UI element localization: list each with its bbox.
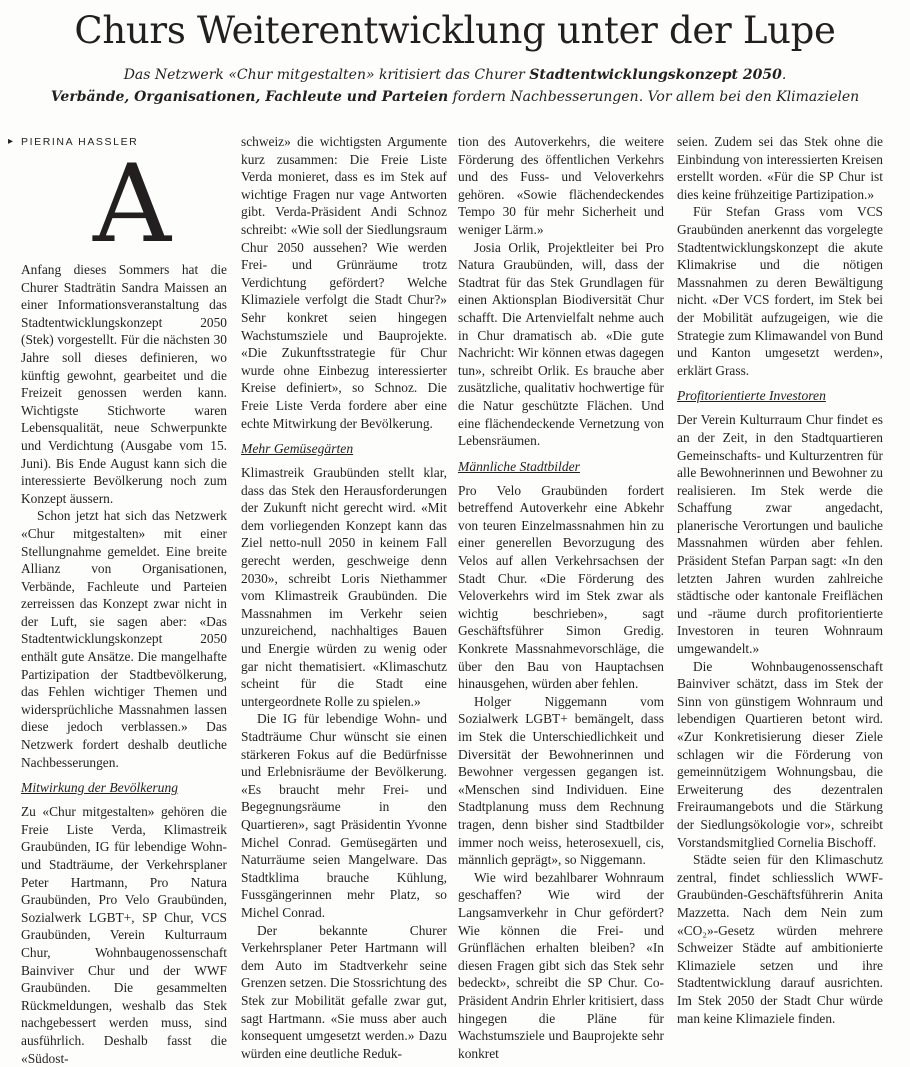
paragraph: schweiz» die wichtigsten Argumente kurz zusammen: Die Freie Liste Verda monieret, dass es im Stek auf wichtige Fragen nur vage Antworten gibt. Verda-Präsident Andi Schnoz schreibt: «Wie soll der Siedlungsraum Chur 2050 aussehen? Wie werden Frei- und Grünräume trotz Verdichtung gefördert? Welche Klimaziele verfolgt die Stadt Chur?» Sehr konkret seien hingegen Wachstumsziele und Bauprojekte. «Die Zukunftsstrategie für Chur wurde ohne Einbezug interessierter Kreise definiert», so Schnoz. Die Freie Liste Verda fordere aber eine echte Mitwirkung der Bevölkerung. (241, 134, 447, 431)
paragraph: Anfang dieses Sommers hat die Churer Stadträtin Sandra Maissen an einer Informationsveranstaltung das Stadtentwicklungskonzept 2050 (Stek) vorgestellt. Für die nächsten 30 Jahre soll dieses definieren, wo künftig gewohnt, gearbeitet und die Freizeit genossen werden kann. Wichtigste Stichworte waren Lebensqualität, neue Schwerpunkte und Verdichtung (Ausgabe vom 15. Juni). Bis Ende August kann sich die interessierte Bevölkerung noch zum Konzept äussern. (21, 262, 227, 506)
paragraph: Der bekannte Churer Verkehrsplaner Peter Hartmann will dem Auto im Stadtverkehr seine Grenzen setzen. Die Stossrichtung des Stek zur Mobilität gefalle zwar gut, sagt Hartmann. «Sie muss aber auch konsequent umgesetzt werden.» Dazu würden eine deutliche Reduk- (241, 922, 447, 1061)
drop-cap: A (93, 142, 171, 267)
article-headline: Churs Weiterentwicklung unter der Lupe (74, 9, 836, 52)
paragraph: Wie wird bezahlbarer Wohnraum geschaffen? Wie wird der Langsamverkehr in Chur gefördert? Wie können die Frei- und Grünflächen erhalten bleiben? «In diesen Fragen gibt sich das Stek sehr bedeckt», schreibt die SP Chur. Co-Präsident Andrin Ehrler kritisiert, dass hingegen die Pläne für Wachstumsziele und Bauprojekte sehr konkret (458, 869, 664, 1061)
lead-text: . (781, 67, 787, 83)
paragraph: Josia Orlik, Projektleiter bei Pro Natura Graubünden, will, dass der Stadtrat für das Stek Grundlagen für einen Aktionsplan Biodiversität Chur schafft. Die Artenvielfalt nehme auch in Chur dramatisch ab. «Die gute Nachricht: Wir können etwas dagegen tun», schreibt Orlik. Es brauche aber zusätzliche, qualitativ hochwertige für die Natur geschützte Flächen. Und eine flächendeckende Vernetzung von Lebensräumen. (458, 239, 664, 449)
paragraph: Der Verein Kulturraum Chur findet es an der Zeit, in den Stadtquartieren Gemeinschafts- und Kulturzentren für alle Bewohnerinnen und Bewohner zu realisieren. Im Stek werde die Schaffung zwar angedacht, planerische Verortungen und bauliche Massnahmen würden aber fehlen. Präsident Stefan Parpan sagt: «In den letzten Jahren wurden zahlreiche städtische oder kantonale Freiflächen und -räume durch profitorientierte Investoren in teuren Wohnraum umgewandelt.» (677, 412, 883, 657)
paragraph: tion des Autoverkehrs, die weitere Förderung des öffentlichen Verkehrs und des Fuss- und Veloverkehrs gehören. «Sowie flächendeckendes Tempo 30 für mehr Sicherheit und weniger Lärm.» (458, 134, 664, 237)
lead-text: fordern Nachbesserungen. Vor allem bei den Klimazielen (448, 89, 860, 105)
text-column-3 (458, 133, 664, 1062)
text-column-2 (241, 133, 447, 1062)
lead-emphasis: Stadtentwicklungskonzept 2050 (529, 67, 782, 83)
paragraph: Zu «Chur mitgestalten» gehören die Freie Liste Verda, Klimastreik Graubünden, IG für lebendige Wohn- und Stadträume, der Verkehrsplaner Peter Hartmann, Pro Natura Graubünden, Pro Velo Graubünden, Sozialwerk LGBT+, SP Chur, VCS Graubünden, Verein Kulturraum Chur, Wohnbaugenossenschaft Bainviver Chur und der WWF Graubünden. Die gesammelten Rückmeldungen, weshalb das Stek nachgebessert werden muss, sind ausführlich. Deshalb fasst die «Südost- (21, 804, 227, 1066)
paragraph: Städte seien für den Klimaschutz zentral, findet schliesslich WWF-Graubünden-Geschäftsführerin Anita Mazzetta. Nach dem Nein zum «CO₂»-Gesetz würden mehrere Schweizer Städte auf ambitionierte Klimaziele setzen und ihre Stadtentwicklung darauf ausrichten. Im Stek 2050 der Stadt Chur würde man keine Klimaziele finden. (677, 852, 883, 1026)
article-lead-line-1 (0, 64, 910, 86)
paragraph: Schon jetzt hat sich das Netzwerk «Chur mitgestalten» mit einer Stellungnahme gemeldet. Eine breite Allianz von Organisationen, Verbände, Fachleute und Parteien zerreissen das Konzept zwar nicht in der Luft, sie sagen aber: «Das Stadtentwicklungskonzept 2050 enthält gute Ansätze. Die mangelhafte Partizipation der Stadtbevölkerung, das Fehlen wichtiger Themen und widersprüchliche Massnahmen lassen diese jedoch verblassen.» Das Netzwerk fordert deshalb deutliche Nachbesserungen. (21, 508, 227, 770)
article-lead-line-2 (0, 86, 910, 108)
paragraph: Pro Velo Graubünden fordert betreffend Autoverkehr eine Abkehr von teuren Einzelmassnahmen hin zu einer generellen Bevorzugung des Velos auf allen Verkehrsachsen der Stadt Chur. «Die Förderung des Veloverkehrs wird im Stek zwar als wichtig beschrieben», sagt Geschäftsführer Simon Gredig. Konkrete Massnahmevorschläge, die über den Bau von Hauptachsen hinausgehen, würden aber fehlen. (458, 482, 664, 692)
subheading: Mehr Gemüsegärten (241, 441, 354, 457)
lead-text: Das Netzwerk «Chur mitgestalten» kritisiert das Churer (123, 67, 530, 83)
paragraph: Die Wohnbaugenossenschaft Bainviver schätzt, dass im Stek der Sinn von günstigem Wohnraum und lebendigen Quartieren betont wird. «Zur Konkretisierung dieser Ziele schlagen wir die Förderung von gemeinnützigem Wohnungsbau, die Erweiterung des dezentralen Freiraumangebots und die Stärkung der Siedlungsökologie vor», schreibt Vorstandsmitglied Cornelia Bischoff. (677, 658, 883, 850)
lead-emphasis: Verbände, Organisationen, Fachleute und Parteien (50, 89, 449, 105)
paragraph: seien. Zudem sei das Stek ohne die Einbindung von interessierten Kreisen erstellt worden. «Für die SP Chur ist dies keine frühzeitige Partizipation.» (677, 134, 883, 202)
text-column-1 (21, 133, 227, 1067)
text-column-4 (677, 133, 883, 1027)
paragraph: Holger Niggemann vom Sozialwerk LGBT+ bemängelt, dass im Stek die Unterschiedlichkeit und Diversität der Bewohnerinnen und Bewohner vergessen gegangen ist. «Menschen sind Individuen. Eine Stadtplanung muss dem Rechnung tragen, denn bisher sind Stadtbilder immer noch weiss, heterosexuell, cis, männlich geprägt», so Niggemann. (458, 693, 664, 868)
paragraph: Für Stefan Grass vom VCS Graubünden anerkennt das vorgelegte Stadtentwicklungskonzept die akute Klimakrise und die nötigen Massnahmen zu deren Bewältigung nicht. «Der VCS fordert, im Stek bei der Mobilität aufzugeigen, wie die Strategie zum Klimawandel von Bund und Kanton umgesetzt werden», erklärt Grass. (677, 204, 883, 378)
subheading: Mitwirkung der Bevölkerung (21, 780, 179, 796)
subheading: Männliche Stadtbilder (458, 458, 580, 474)
paragraph: Die IG für lebendige Wohn- und Stadträume Chur wünscht sie einen stärkeren Fokus auf die Bedürfnisse und Erlebnisräume der Bevölkerung. «Es braucht mehr Frei- und Begegnungsräume in den Quartieren», sagt Präsidentin Yvonne Michel Conrad. Gemüsegärten und Naturräume seien Mangelware. Das Stadtklima brauche Kühlung, Fussgängerinnen mehr Platz, so Michel Conrad. (241, 711, 447, 920)
paragraph: Klimastreik Graubünden stellt klar, dass das Stek den Herausforderungen der Zukunft nicht gerecht wird. «Mit dem vorliegenden Konzept kann das Ziel netto-null 2050 in keinem Fall gerecht werden, geschweige denn 2030», schreibt Loris Niethammer vom Klimastreik Graubünden. Die Massnahmen im Verkehr seien unzureichend, nachhaltiges Bauen und Energie würden zu wenig oder gar nicht thematisiert. «Klimaschutz scheint für die Stadt eine untergeordnete Rolle zu spielen.» (241, 465, 447, 709)
byline: ▸ PIERINA HASSLER (21, 133, 227, 151)
subheading: Profitorientierte Investoren (677, 388, 826, 404)
